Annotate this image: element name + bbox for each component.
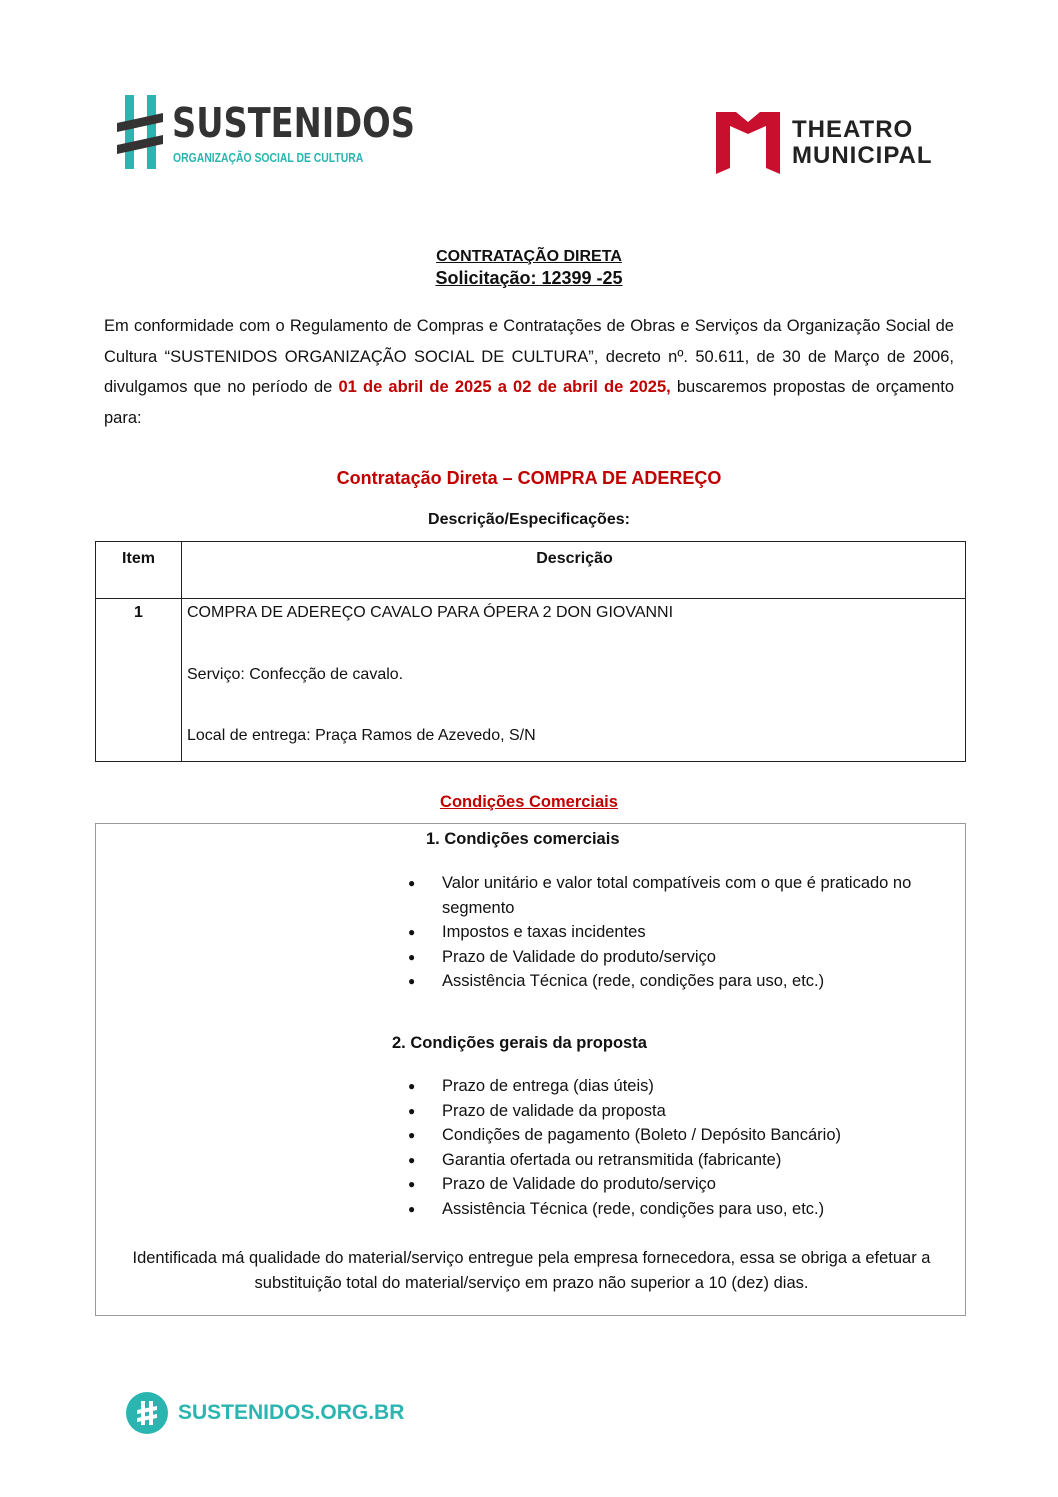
list-item-text: Prazo de entrega (dias úteis) bbox=[442, 1077, 654, 1095]
closing-paragraph: Identificada má qualidade do material/serviço entregue pela empresa fornecedora, essa se obriga a efetuar a substituição total do material/serviço em prazo não superior a 10 (dez) dias. bbox=[132, 1249, 931, 1292]
spec-heading: Descrição/Especificações: bbox=[428, 511, 630, 528]
list-item-text: Valor unitário e valor total compatíveis com o que é praticado no segmento bbox=[442, 874, 912, 917]
intro-period: 01 de abril de 2025 a 02 de abril de 2025, bbox=[338, 378, 671, 396]
list-item-text: Assistência Técnica (rede, condições para uso, etc.) bbox=[442, 1199, 825, 1218]
conditions-heading: Condições Comerciais bbox=[440, 793, 618, 811]
section-heading: Contratação Direta – COMPRA DE ADEREÇO bbox=[336, 468, 722, 488]
bullet-icon: ● bbox=[408, 1079, 416, 1093]
conditions-box bbox=[95, 823, 966, 1316]
bullet-icon: ● bbox=[408, 1201, 416, 1216]
list-item bbox=[408, 1197, 948, 1222]
hashtag-circle-icon bbox=[126, 1392, 168, 1434]
list-item-text: Prazo de Validade do produto/serviço bbox=[442, 947, 716, 966]
table-header-description: Descrição bbox=[536, 550, 613, 567]
table-cell-item-number: 1 bbox=[134, 604, 143, 621]
intro-text-part1: Em conformidade com o Regulamento de Compras e Contratações de Obras e Serviços da Organização Social de Cultura “SUSTENIDOS ORGANIZAÇÃO SOCIAL DE CULTURA”, decreto nº. 50.611, de 30 de Março de 2006, divulgamos que no período de bbox=[104, 317, 954, 396]
footer-url[interactable]: SUSTENIDOS.ORG.BR bbox=[178, 1401, 405, 1424]
theatro-municipal-logo bbox=[716, 108, 956, 174]
bullet-icon: ● bbox=[408, 925, 416, 939]
list-item-text: Garantia ofertada ou retransmitida (fabricante) bbox=[442, 1150, 782, 1169]
intro-text-part2: buscaremos propostas de orçamento para: bbox=[104, 378, 955, 427]
bullet-icon: ● bbox=[408, 1128, 416, 1142]
table-header-item: Item bbox=[122, 550, 155, 567]
document-subtitle: Solicitação: 12399 -25 bbox=[435, 268, 623, 288]
theatro-line2: MUNICIPAL bbox=[792, 142, 933, 169]
item-table bbox=[95, 541, 966, 762]
theatro-line1: THEATRO bbox=[792, 116, 914, 143]
list-item bbox=[408, 1148, 948, 1173]
bullet-icon: ● bbox=[408, 974, 416, 988]
list-item-text: Assistência Técnica (rede, condições para uso, etc.) bbox=[442, 972, 825, 990]
table-cell-description-line: Serviço: Confecção de cavalo. bbox=[187, 666, 404, 683]
intro-paragraph bbox=[104, 311, 954, 433]
list-item bbox=[408, 920, 948, 945]
bullet-icon: ● bbox=[408, 876, 416, 890]
bullet-icon: ● bbox=[408, 1103, 416, 1118]
list-item bbox=[408, 969, 948, 994]
sustenidos-tagline: ORGANIZAÇÃO SOCIAL DE CULTURA bbox=[173, 150, 364, 165]
table-cell-description-line: Local de entrega: Praça Ramos de Azevedo, S/N bbox=[187, 727, 536, 744]
bullet-icon: ● bbox=[408, 949, 416, 964]
conditions-section2-title: 2. Condições gerais da proposta bbox=[392, 1034, 647, 1052]
table-cell-description-line: COMPRA DE ADEREÇO CAVALO PARA ÓPERA 2 DON GIOVANNI bbox=[187, 604, 674, 621]
list-item bbox=[408, 871, 948, 920]
list-item bbox=[408, 945, 948, 970]
list-item-text: Prazo de Validade do produto/serviço bbox=[442, 1175, 716, 1193]
list-item bbox=[408, 1172, 948, 1197]
sustenidos-logo bbox=[117, 93, 415, 171]
conditions-section2-list bbox=[408, 1074, 948, 1221]
list-item bbox=[408, 1074, 948, 1099]
bullet-icon: ● bbox=[408, 1152, 416, 1167]
footer-logo bbox=[126, 1392, 405, 1434]
theatre-arch-icon bbox=[716, 108, 780, 174]
document-title: CONTRATAÇÃO DIRETA bbox=[436, 248, 622, 265]
list-item-text: Prazo de validade da proposta bbox=[442, 1101, 666, 1120]
conditions-section1-list bbox=[408, 871, 948, 994]
list-item-text: Condições de pagamento (Boleto / Depósito Bancário) bbox=[442, 1126, 841, 1144]
sustenidos-wordmark: SUSTENIDOS bbox=[172, 99, 415, 147]
list-item bbox=[408, 1123, 948, 1148]
bullet-icon: ● bbox=[408, 1177, 416, 1191]
conditions-section1-title: 1. Condições comerciais bbox=[426, 830, 620, 848]
list-item-text: Impostos e taxas incidentes bbox=[442, 923, 646, 941]
list-item bbox=[408, 1099, 948, 1124]
